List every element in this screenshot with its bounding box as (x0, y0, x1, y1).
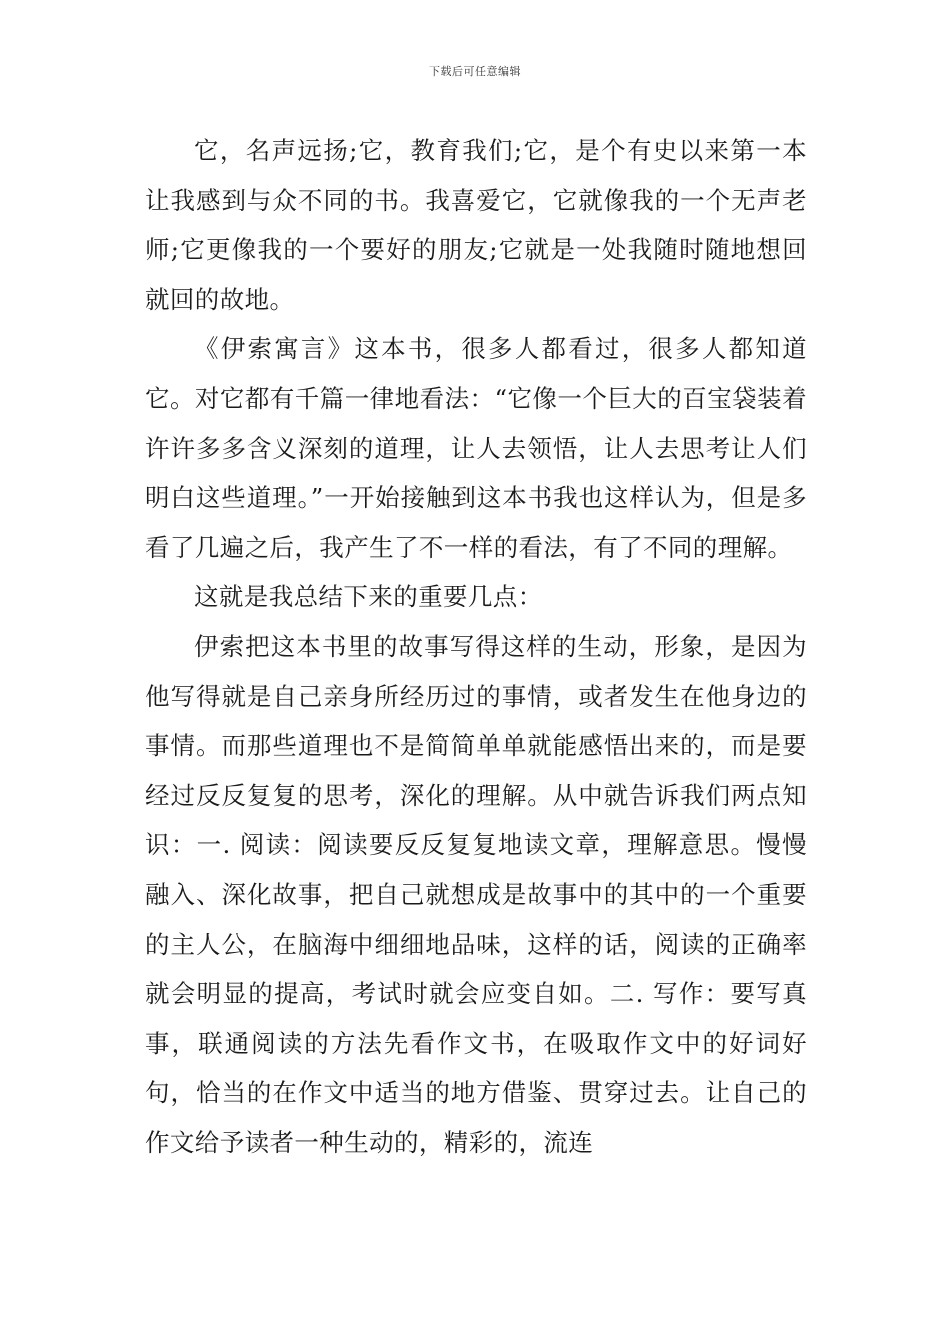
document-body (145, 126, 807, 1167)
paragraph-aesop-fables: 《伊索寓言》这本书，很多人都看过，很多人都知道它。对它都有千篇一律地看法：“它像一个巨大的百宝袋装着许许多多含义深刻的道理，让人去领悟，让人去思考让人们明白这些道理。”一开始接触到这本书我也这样认为，但是多看了几遍之后，我产生了不一样的看法，有了不同的理解。 (145, 334, 807, 562)
paragraph-summary-lead: 这就是我总结下来的重要几点： (194, 582, 543, 612)
paragraph-key-points: 伊索把这本书里的故事写得这样的生动，形象，是因为他写得就是自己亲身所经历过的事情，或者发生在他身边的事情。而那些道理也不是简简单单就能感悟出来的，而是要经过反反复复的思考，深化的理解。从中就告诉我们两点知识：一. 阅读：阅读要反反复复地读文章，理解意思。慢慢融入、深化故事，把自己就想成是故事中的其中的一个重要的主人公，在脑海中细细地品味，这样的话，阅读的正确率就会明显的提高，考试时就会应变自如。二. 写作：要写真事，联通阅读的方法先看作文书，在吸取作文中的好词好句，恰当的在作文中适当的地方借鉴、贯穿过去。让自己的作文给予读者一种生动的，精彩的，流连 (145, 631, 807, 1157)
page-header: 下载后可任意编辑 (429, 65, 521, 78)
paragraph-intro: 它，名声远扬;它，教育我们;它，是个有史以来第一本让我感到与众不同的书。我喜爱它，它就像我的一个无声老师;它更像我的一个要好的朋友;它就是一处我随时随地想回就回的故地。 (145, 136, 807, 314)
